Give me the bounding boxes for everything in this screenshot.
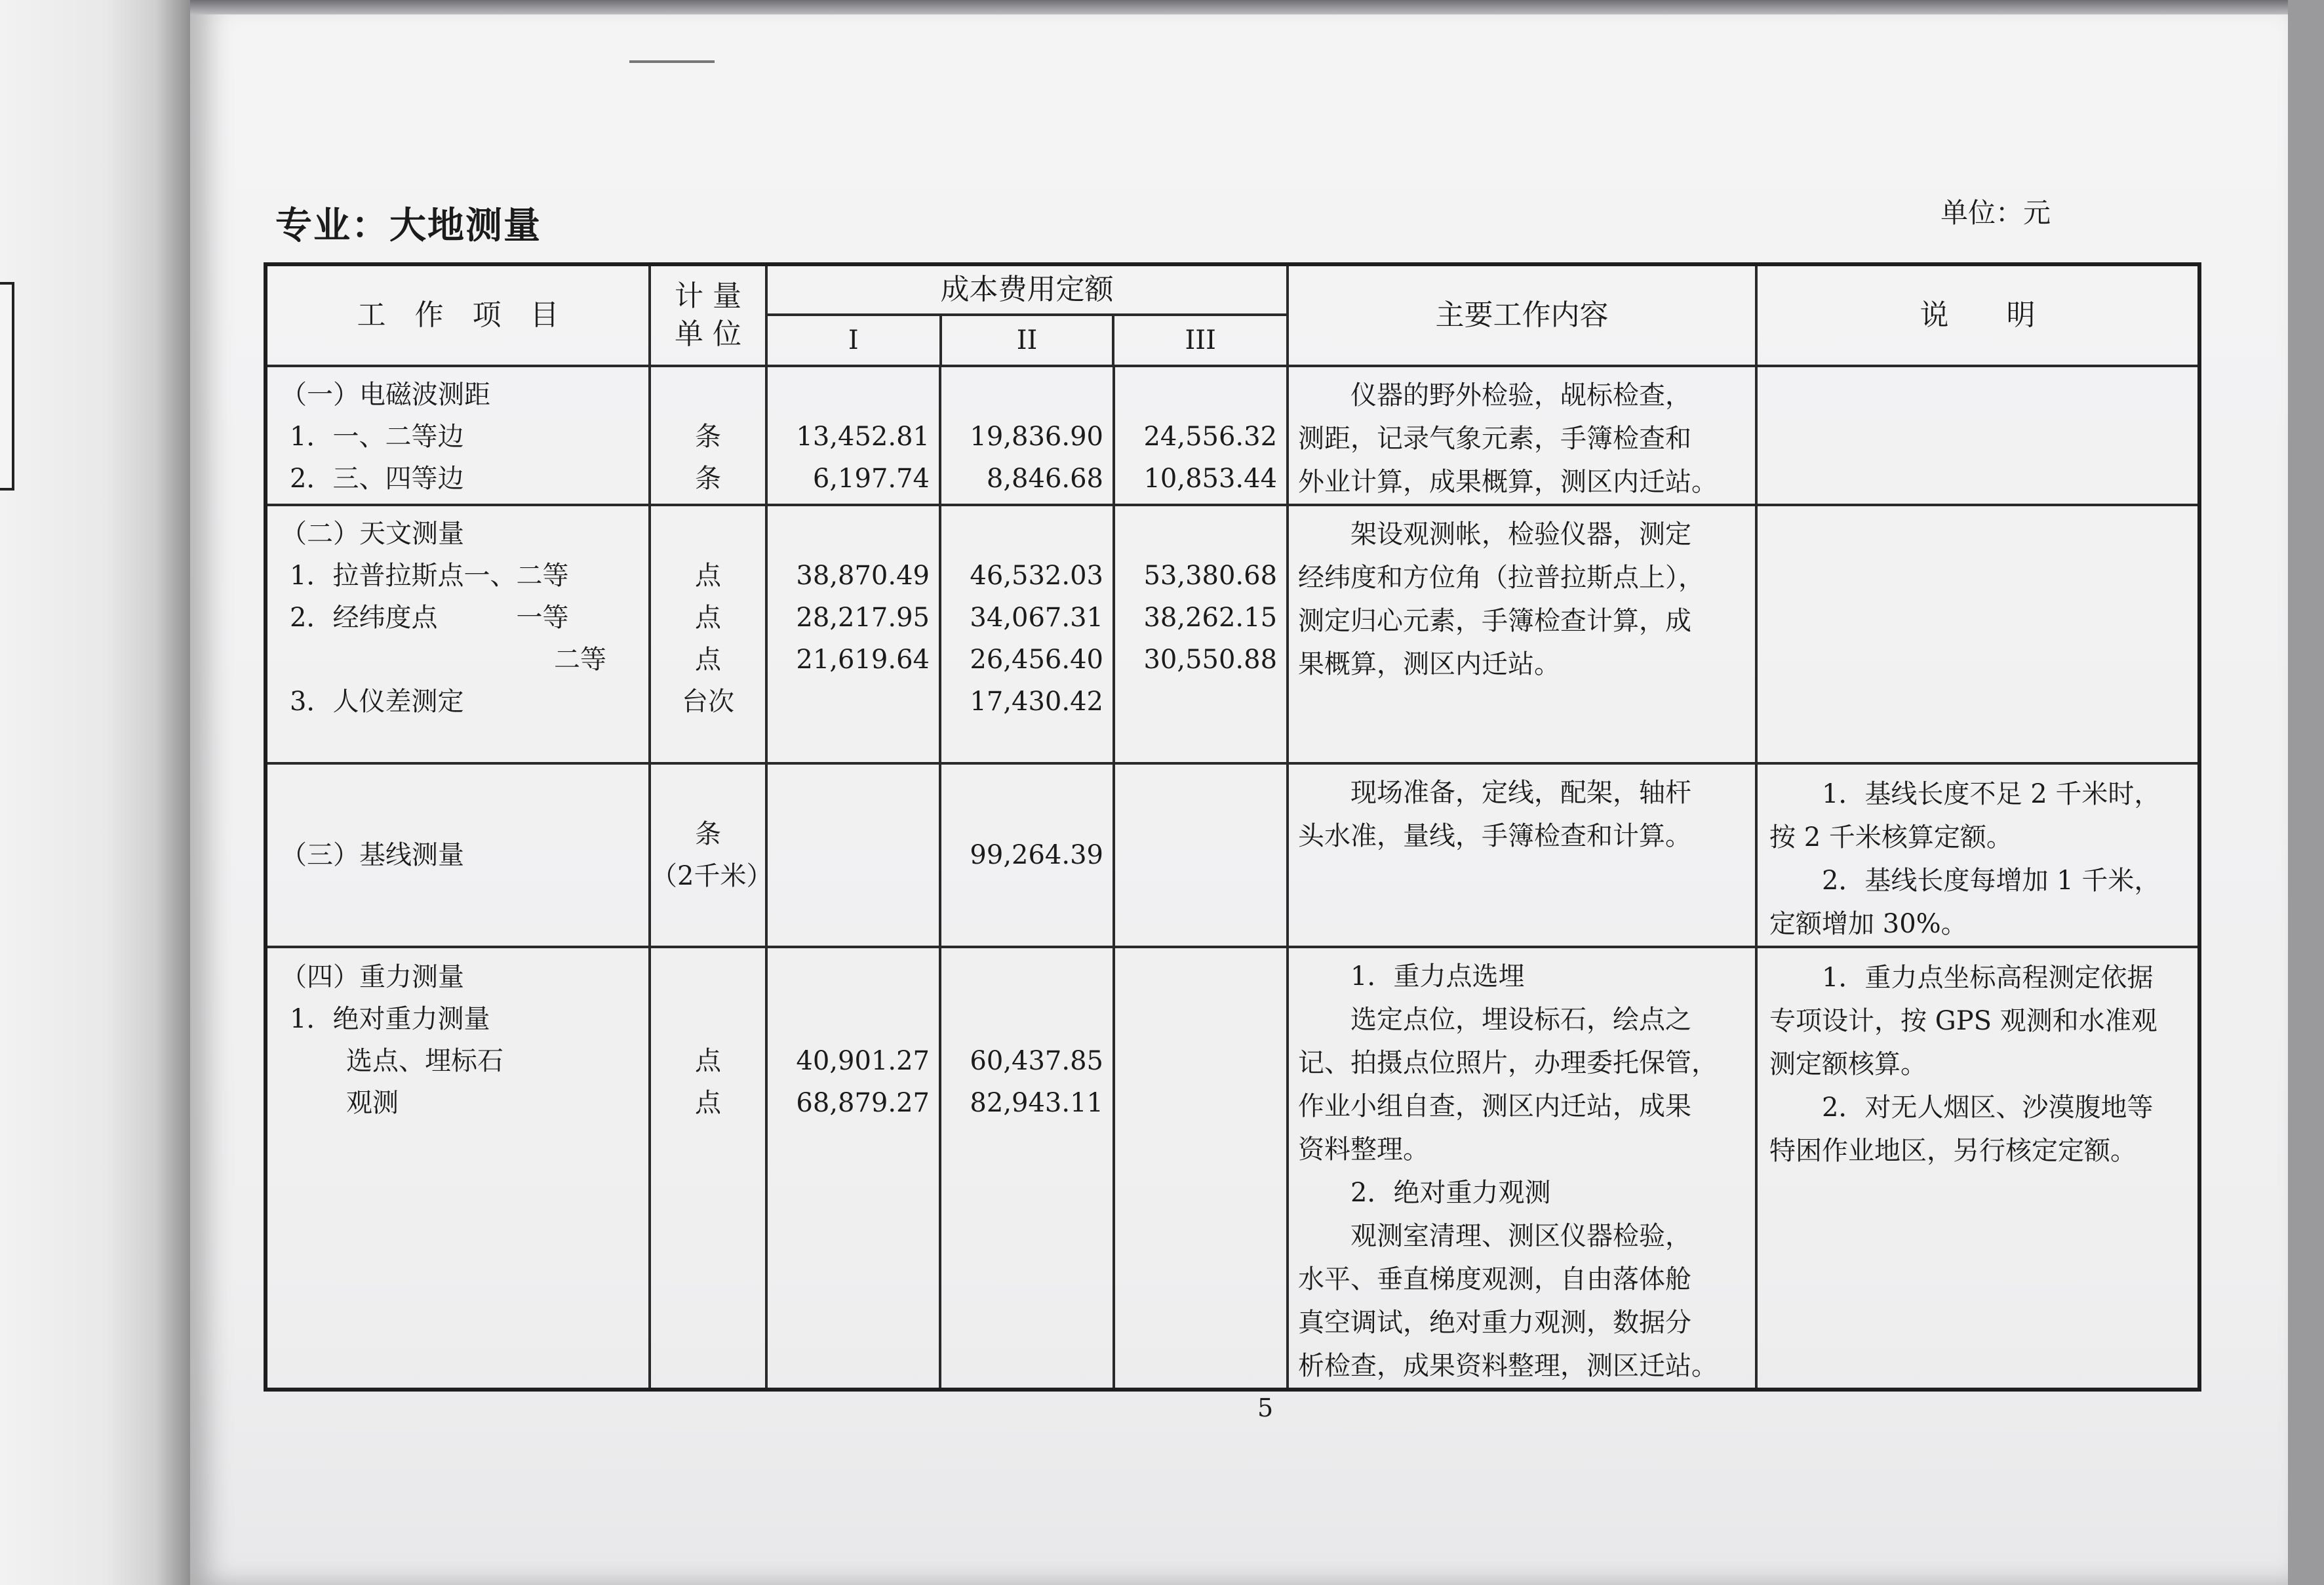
header-grade-1: I — [768, 315, 941, 365]
book-spine — [0, 0, 190, 1585]
grade1-values — [766, 763, 940, 947]
work-content: 现场准备，定线，配架，轴杆 头水准，量线，手簿检查和计算。 — [1288, 763, 1756, 947]
header-work: 主要工作内容 — [1288, 264, 1756, 366]
grade3-values: 24,556.32 10,853.44 — [1114, 366, 1288, 505]
section-items: （三）基线测量 — [266, 763, 650, 947]
header-note: 说 明 — [1756, 264, 2199, 366]
work-content: 架设观测帐，检验仪器，测定 经纬度和方位角（拉普拉斯点上）， 测定归心元素，手簿检查计算，成 果概算，测区内迁站。 — [1288, 505, 1756, 763]
grade2-values: 60,437.85 82,943.11 — [940, 947, 1114, 1390]
page-number: 5 — [1257, 1394, 1274, 1422]
section-row — [266, 366, 2199, 505]
work-content: 仪器的野外检验，觇标检查， 测距，记录气象元素，手簿检查和 外业计算，成果概算，测区内迁站。 — [1288, 366, 1756, 505]
page-top-edge — [190, 0, 2288, 14]
work-content: 1．重力点选埋 选定点位，埋设标石，绘点之 记、拍摄点位照片，办理委托保管， 作业小组自查，测区内迁站，成果 资料整理。 2．绝对重力观测 观测室清理、测区仪器检验， 水平、垂直梯度观测，自由落体舱 真空调试，绝对重力观测，数据分 析检查，成果资料整理，测区迁站。 — [1288, 947, 1756, 1390]
header-cost-title: 成本费用定额 — [768, 266, 1286, 315]
table-header-row — [266, 264, 2199, 366]
grade3-values — [1114, 763, 1288, 947]
grade2-values: 99,264.39 — [940, 763, 1114, 947]
grade2-values: 19,836.90 8,846.68 — [940, 366, 1114, 505]
section-items: （四）重力测量 1．绝对重力测量 选点、埋标石 观测 — [266, 947, 650, 1390]
header-grade-3: III — [1185, 325, 1216, 355]
notes: 1．重力点坐标高程测定依据 专项设计，按 GPS 观测和水准观 测定额核算。 2．对无人烟区、沙漠腹地等 特困作业地区，另行核定定额。 — [1756, 947, 2199, 1390]
header-cost-inner — [768, 266, 1286, 365]
page-title: 专业：大地测量 — [275, 204, 542, 247]
grade1-values: 38,870.49 28,217.95 21,619.64 — [766, 505, 940, 763]
notes: 1．基线长度不足 2 千米时， 按 2 千米核算定额。 2．基线长度每增加 1 千米， 定额增加 30%。 — [1756, 763, 2199, 947]
section-items: （一）电磁波测距 1．一、二等边 2．三、四等边 — [266, 366, 650, 505]
header-cost — [766, 264, 1288, 366]
section-items: （二）天文测量 1．拉普拉斯点一、二等 2．经纬度点 一等 二等 3．人仪差测定 — [266, 505, 650, 763]
grade3-values — [1114, 947, 1288, 1390]
section-units: 点 点 — [650, 947, 766, 1390]
left-page-edge — [0, 282, 14, 491]
header-grade-2: II — [941, 315, 1114, 365]
header-item: 工 作 项 目 — [266, 264, 650, 366]
notes — [1756, 505, 2199, 763]
grade1-values: 13,452.81 6,197.74 — [766, 366, 940, 505]
section-units: 点 点 点 台次 — [650, 505, 766, 763]
section-units: 条 （2千米） — [650, 763, 766, 947]
section-row — [266, 947, 2199, 1390]
section-row — [266, 505, 2199, 763]
unit-label: 单位：元 — [1940, 197, 2051, 229]
scan-mark — [629, 60, 715, 63]
grade1-values: 40,901.27 68,879.27 — [766, 947, 940, 1390]
header-unit: 计 量 单 位 — [650, 264, 766, 366]
grade3-values: 53,380.68 38,262.15 30,550.88 — [1114, 505, 1288, 763]
section-row — [266, 763, 2199, 947]
grade2-values: 46,532.03 34,067.31 26,456.40 17,430.42 — [940, 505, 1114, 763]
section-units: 条 条 — [650, 366, 766, 505]
quota-table — [264, 262, 2201, 1392]
notes — [1756, 366, 2199, 505]
